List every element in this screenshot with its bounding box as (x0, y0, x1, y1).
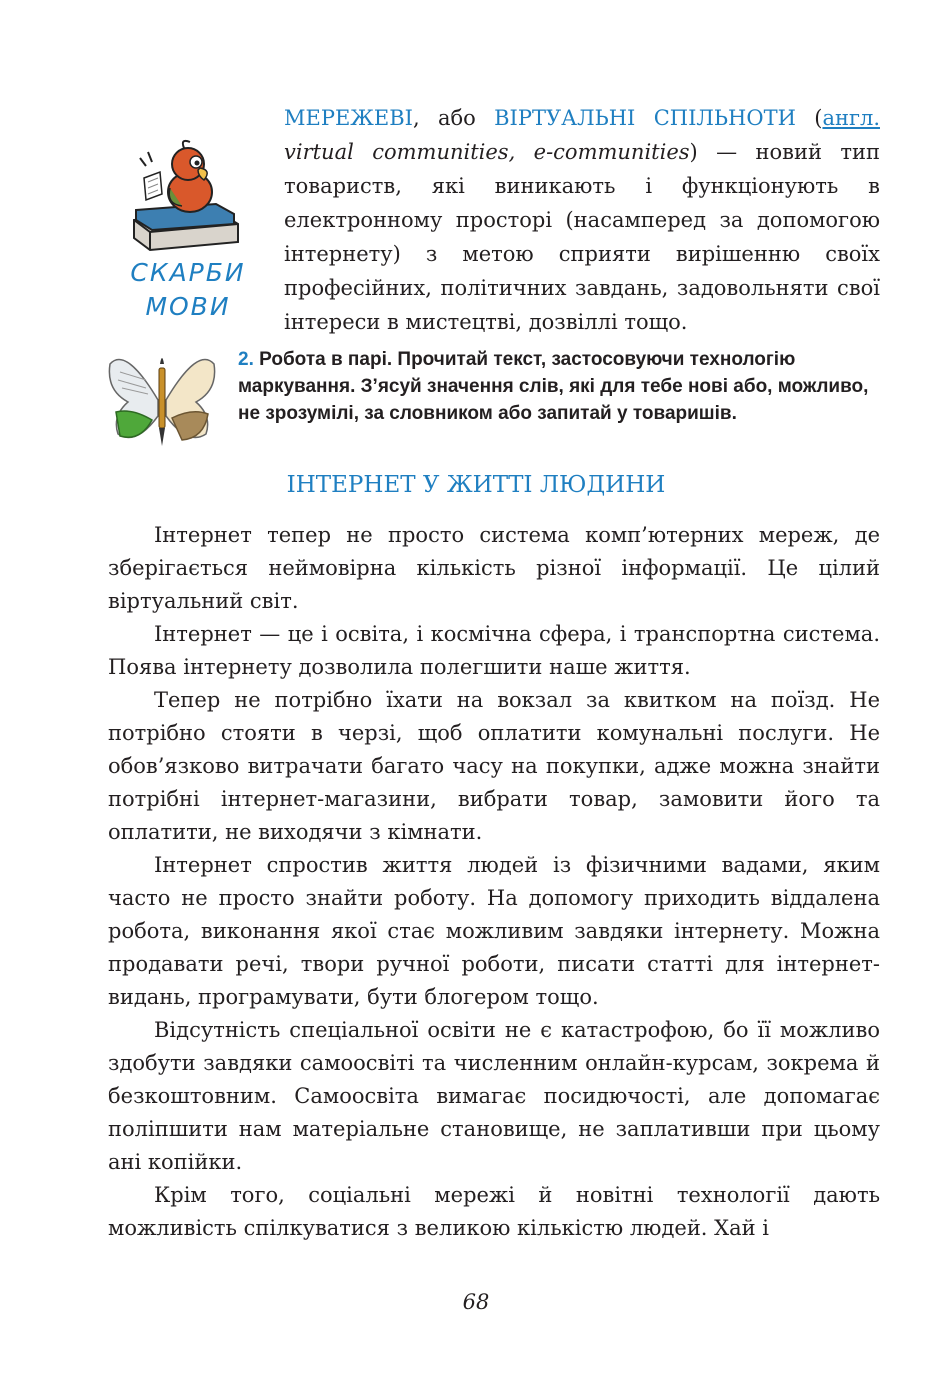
article-title: ІНТЕРНЕТ У ЖИТТІ ЛЮДИНИ (286, 472, 666, 498)
definition-block (284, 101, 880, 339)
treasures-label-line1: СКАРБИ (130, 258, 246, 287)
definition-connector: , або (412, 106, 495, 130)
task-text: Робота в парі. Прочитай текст, застосовуючи технологію маркування. З’ясуй значення слів, які для тебе нові або, можливо, не зрозумілі, за словником або запитай у товаришів. (238, 349, 869, 424)
article-body (108, 519, 880, 1245)
task-instruction (238, 346, 878, 427)
task-number: 2. (238, 349, 254, 370)
paragraph: Тепер не потрібно їхати на вокзал за квитком на поїзд. Не потрібно стояти в черзі, щоб оплатити комунальні послуги. Не обов’язково витрачати багато часу на покупки, адже можна знайти потрібні інтернет-магазини, вибрати товар, замовити його та оплатити, не виходячи з кімнати. (108, 688, 880, 844)
definition-open-paren: ( (814, 106, 823, 130)
paragraph: Інтернет тепер не просто система комп’ютерних мереж, де зберігається неймовірна кількість різної інформації. Це цілий віртуальний світ. (108, 523, 880, 613)
definition-term-networked: МЕРЕЖЕВІ (284, 106, 413, 130)
treasures-of-language-label (118, 256, 258, 324)
page-number: 68 (462, 1290, 490, 1314)
paragraph: Інтернет — це і освіта, і космічна сфера, і транспортна система. Поява інтернету дозволила полегшити наше життя. (108, 622, 880, 679)
parrot-on-books-icon (126, 138, 246, 258)
definition-term-virtual-communities: ВІРТУАЛЬНІ СПІЛЬНОТИ (494, 106, 796, 130)
definition-body: ) — новий тип товариств, які виникають і функціонують в електронному просторі (насамперед за допомогою інтернету) з метою сприяти вирішенню своїх професійних, політичних завдань, задовольняти свої інтереси в мистецтві, дозвіллі тощо. (284, 140, 880, 334)
paragraph: Інтернет спростив життя людей із фізичними вадами, яким часто не просто знайти роботу. На допомогу приходить віддалена робота, виконання якої стає можливим завдяки інтернету. Можна продавати речі, твори ручної роботи, писати статті для інтернет-видань, програмувати, бути блогером тощо. (108, 853, 880, 1009)
butterfly-pen-icon (106, 350, 218, 448)
definition-english-abbr-link[interactable]: англ. (822, 106, 880, 130)
paragraph: Відсутність спеціальної освіти не є катастрофою, бо її можливо здобути завдяки самоосвіті та численним онлайн-курсам, зокрема й безкоштовним. Самоосвіта вимагає посидючості, але допомагає поліпшити нам матеріальне становище, не заплативши при цьому ані копійки. (108, 1018, 880, 1174)
treasures-label-line2: МОВИ (145, 292, 231, 321)
paragraph: Крім того, соціальні мережі й новітні технології дають можливість спілкуватися з великою кількістю людей. Хай і (108, 1183, 880, 1240)
definition-english-terms: virtual communities, e-communities (284, 140, 690, 164)
